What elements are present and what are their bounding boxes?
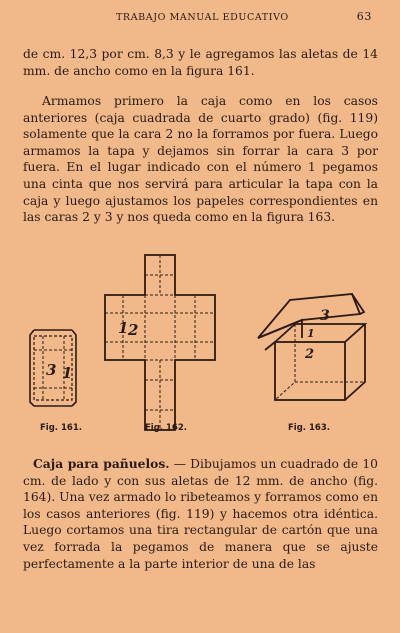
page-number: 63 xyxy=(356,10,372,23)
fig-161-label-3: 3 xyxy=(46,361,57,379)
fig-163-caption: Fig. 163. xyxy=(288,423,330,433)
fig-162-label-1: 1 xyxy=(118,319,129,337)
section-heading: Caja para pañuelos. xyxy=(33,456,170,471)
figures-illustration xyxy=(20,250,380,435)
section-body: — Dibujamos un cuadrado de 10 cm. de lado y con sus aletas de 12 mm. de ancho (fig. 164). Una vez armado lo ribeteamos y forramos como en los casos anteriores (fig. 119) y hacemos otra idéntica. Luego cortamos una tira rectangular de cartón que una vez forrada la pegamos de manera que se ajuste perfectamente a la parte interior de una de las xyxy=(23,457,378,571)
fig-163-label-1: 1 xyxy=(307,327,315,340)
paragraph-1: de cm. 12,3 por cm. 8,3 y le agregamos las aletas de 14 mm. de ancho como en la figura 161. xyxy=(23,47,378,78)
paragraph-2: Armamos primero la caja como en los casos anteriores (caja cuadrada de cuarto grado) (fig. 119) solamente que la cara 2 no la forramos por fuera. Luego armamos la tapa y dejamos sin forrar la cara 3 por fuera. En el lugar indicado con el número 1 pegamos una cinta que nos servirá para articular la tapa con la caja y luego ajustamos los papeles correspondientes en las caras 2 y 3 y nos queda como en la figura 163. xyxy=(23,94,378,225)
header-title: TRABAJO MANUAL EDUCATIVO xyxy=(116,12,289,23)
paragraph-3 xyxy=(23,456,378,572)
running-header xyxy=(60,10,372,23)
fig-162-caption: Fig. 162. xyxy=(145,423,187,433)
fig-161-label-1: 1 xyxy=(62,364,73,382)
fig-162-label-2: 2 xyxy=(128,321,139,339)
fig-163-label-2: 2 xyxy=(305,347,315,362)
figures-row xyxy=(20,250,380,435)
fig-162-drawing xyxy=(105,255,215,430)
fig-163-label-3: 3 xyxy=(320,308,330,324)
fig-161-caption: Fig. 161. xyxy=(40,423,82,433)
